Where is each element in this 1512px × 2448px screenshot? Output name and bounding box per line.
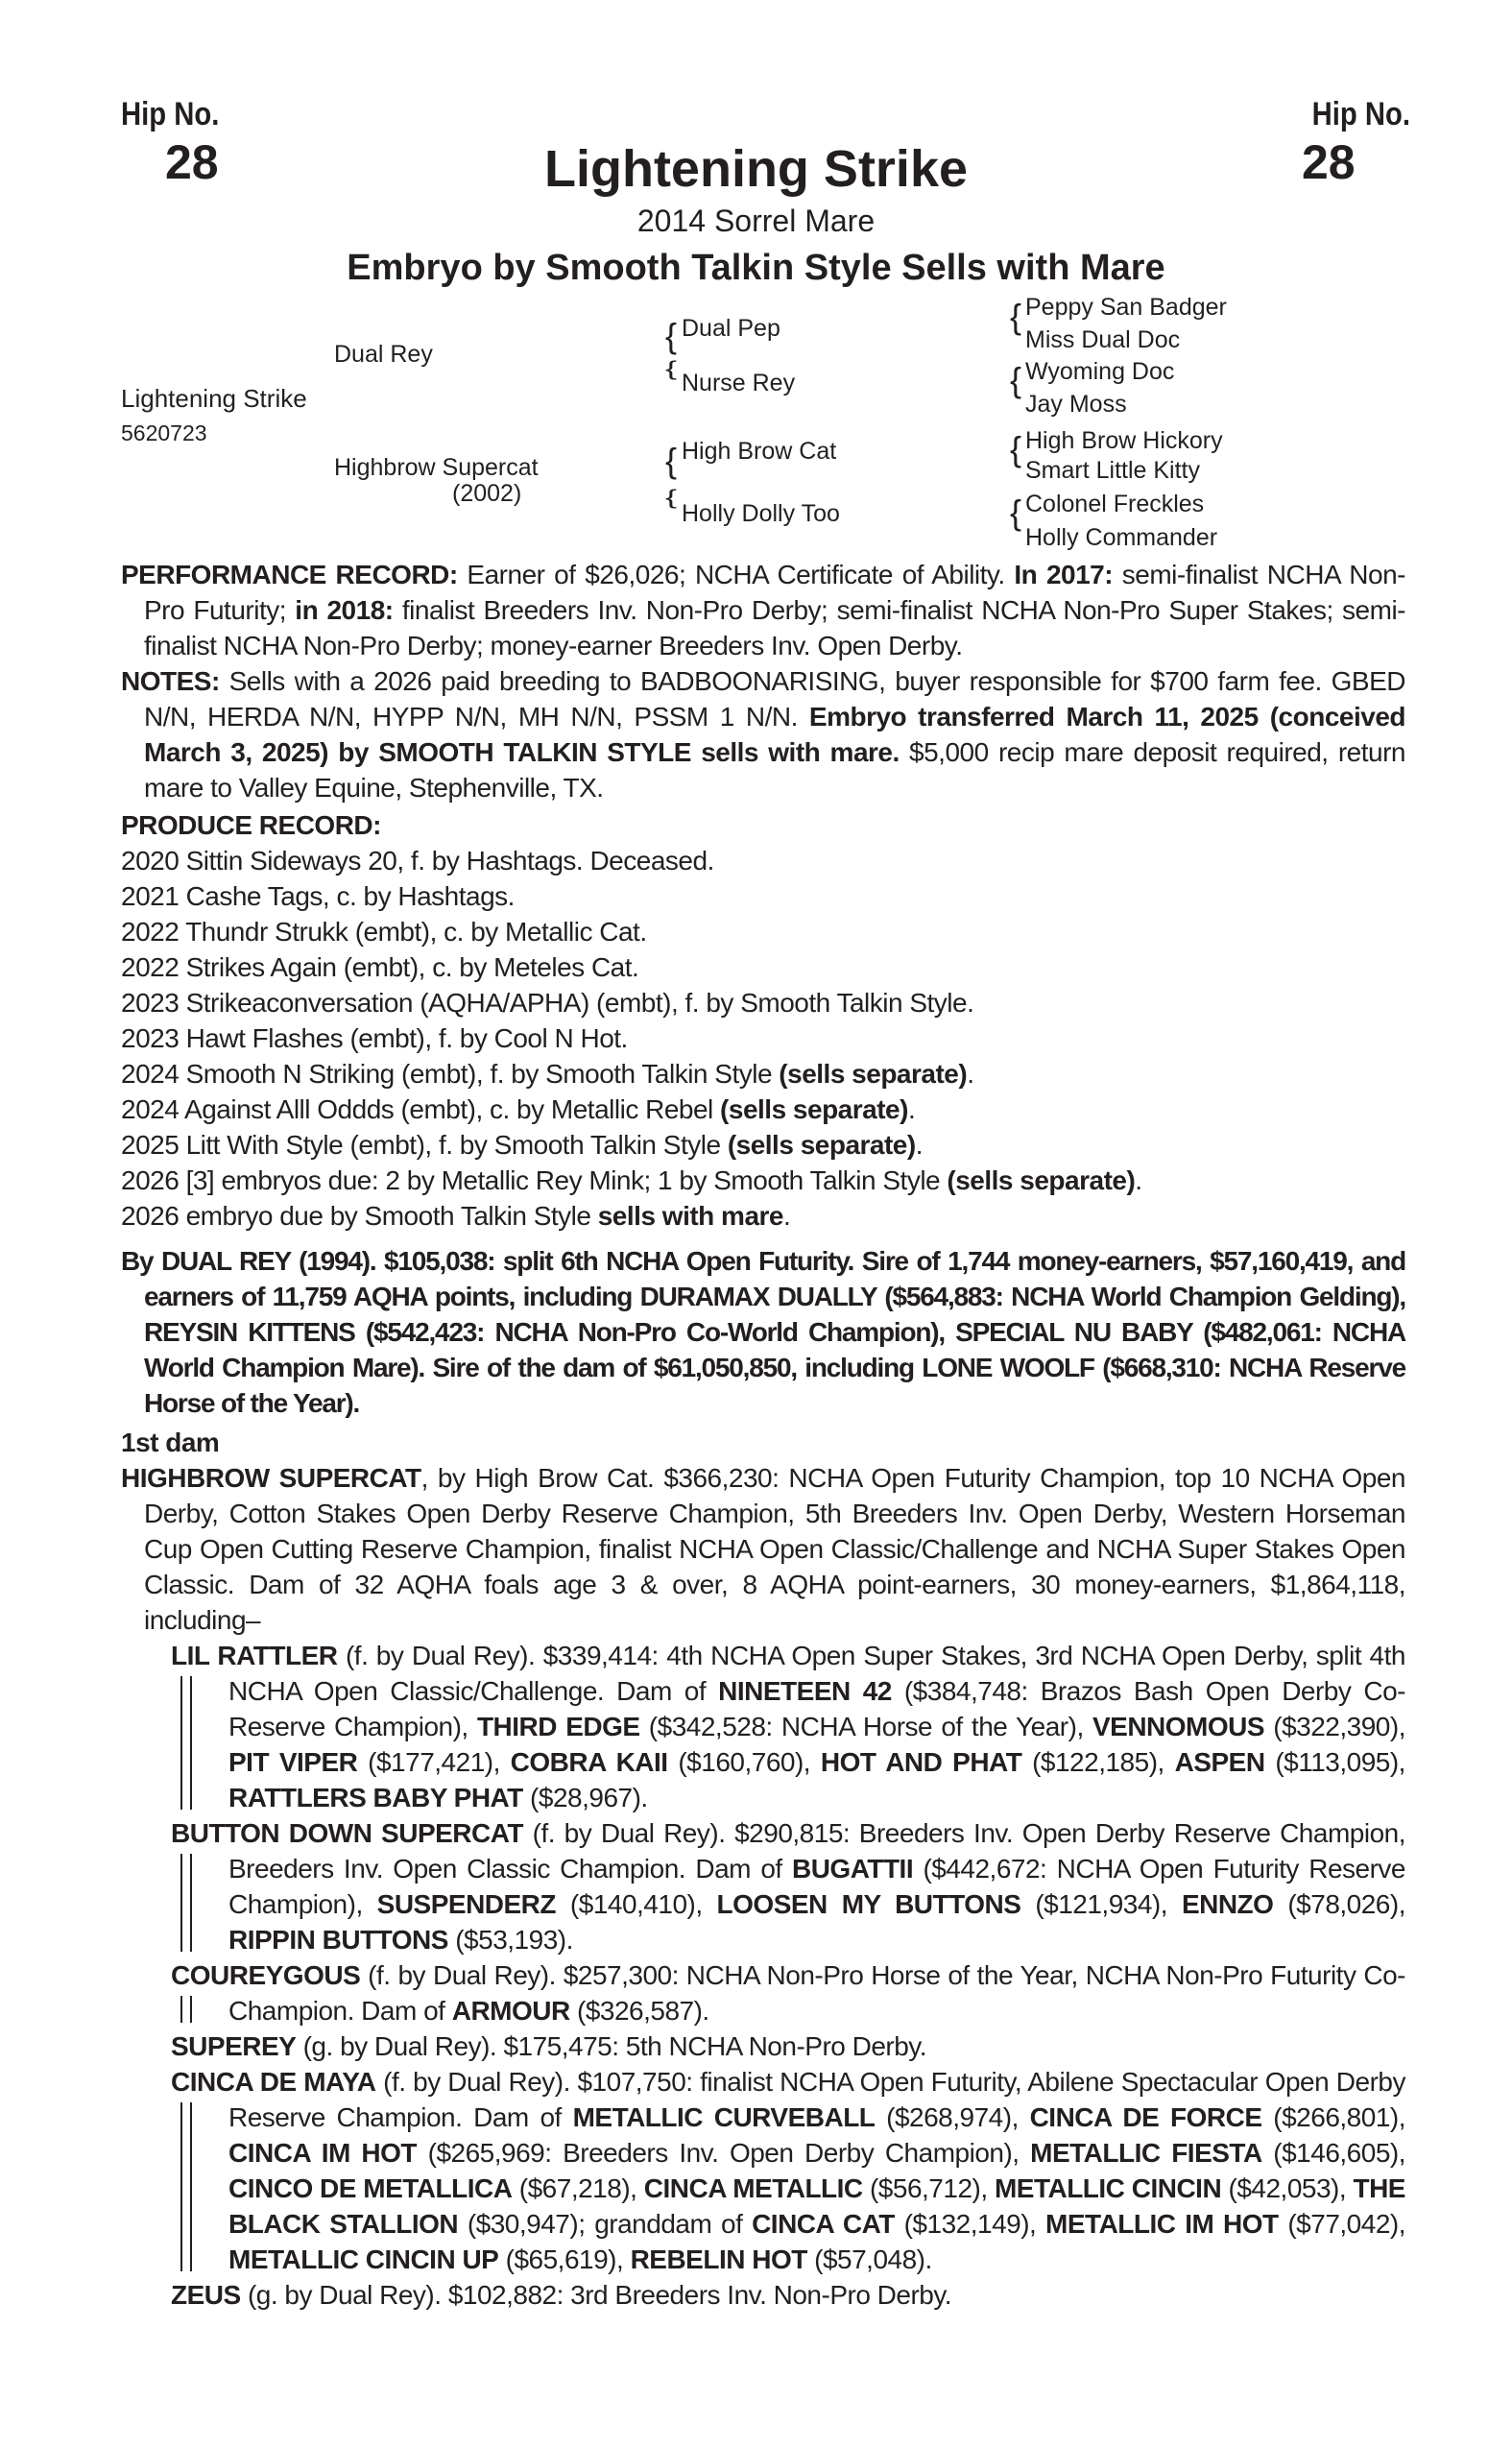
offspring-detail: ($28,967). bbox=[522, 1783, 648, 1812]
produce-name: RIPPIN BUTTONS bbox=[228, 1925, 448, 1955]
hip-number-left: 28 bbox=[165, 135, 219, 189]
offspring-detail: (f. by Dual Rey). $290,815: Breeders Inv. Open Derby Reserve Champion, Breeders Inv. Open Classic Champion. Dam of bbox=[228, 1818, 1405, 1884]
offspring-detail: ($140,410), bbox=[556, 1889, 717, 1919]
produce-name: RATTLERS BABY PHAT bbox=[228, 1783, 523, 1812]
produce-name: CINCA CAT bbox=[752, 2209, 895, 2239]
offspring-detail: ($177,421), bbox=[357, 1747, 511, 1777]
offspring-detail: (g. by Dual Rey). $175,475: 5th NCHA Non-Pro Derby. bbox=[296, 2031, 927, 2061]
produce-name: HOT AND PHAT bbox=[820, 1747, 1022, 1777]
offspring-entry bbox=[171, 1638, 1405, 1815]
offspring-text bbox=[171, 2277, 1405, 2313]
produce-line bbox=[121, 1092, 1405, 1127]
offspring-entry bbox=[171, 1815, 1405, 1957]
produce-line-text: 2026 embryo due by Smooth Talkin Style bbox=[121, 1201, 598, 1231]
produce-bracket-bar bbox=[180, 1676, 192, 1810]
produce-line-end: . bbox=[907, 1094, 916, 1124]
first-dam-record bbox=[121, 1460, 1405, 1638]
notes bbox=[121, 663, 1405, 805]
produce-line bbox=[121, 1163, 1405, 1198]
performance-text: finalist Breeders Inv. Non-Pro Derby; semi-finalist NCHA Non-Pro Super Stakes; semi-finalist NCHA Non-Pro Derby; money-earner Breeders Inv. Open Derby. bbox=[144, 595, 1405, 660]
produce-record-list bbox=[121, 843, 1405, 1234]
horse-name-title: Lightening Strike bbox=[543, 140, 969, 198]
offspring-detail: ($384,748: Brazos Bash Open Derby Co-Reserve Champion), bbox=[228, 1676, 1405, 1741]
produce-name: BUGATTII bbox=[791, 1854, 914, 1884]
produce-name: METALLIC IM HOT bbox=[1045, 2209, 1279, 2239]
offspring-text bbox=[171, 1815, 1405, 1957]
produce-name: SUSPENDERZ bbox=[376, 1889, 557, 1919]
offspring-detail: ($132,149), bbox=[894, 2209, 1046, 2239]
produce-line-note: sells with mare bbox=[597, 1201, 783, 1231]
offspring-detail: ($121,934), bbox=[1020, 1889, 1182, 1919]
offspring-entry bbox=[171, 2028, 1405, 2064]
produce-line-text: 2022 Thundr Strukk (embt), c. by Metallic Cat. bbox=[121, 917, 647, 947]
performance-text: Earner of $26,026; NCHA Certificate of Ability. bbox=[457, 560, 1015, 589]
offspring-detail: ($42,053), bbox=[1221, 2173, 1354, 2203]
produce-name: CINCA METALLIC bbox=[643, 2173, 863, 2203]
produce-line-note: (sells separate) bbox=[727, 1130, 916, 1160]
produce-line bbox=[121, 1127, 1405, 1163]
produce-name: PIT VIPER bbox=[228, 1747, 358, 1777]
offspring-text bbox=[171, 2028, 1405, 2064]
produce-name: ASPEN bbox=[1174, 1747, 1265, 1777]
pedigree-ggp-8: Holly Commander bbox=[1025, 524, 1218, 551]
produce-line bbox=[121, 949, 1405, 985]
horse-description: 2014 Sorrel Mare bbox=[636, 204, 876, 238]
produce-line-text: 2024 Against Alll Oddds (embt), c. by Metallic Rebel bbox=[121, 1094, 721, 1124]
pedigree-brace: { bbox=[1010, 429, 1022, 468]
offspring-detail: ($56,712), bbox=[862, 2173, 995, 2203]
produce-line bbox=[121, 1056, 1405, 1092]
offspring-entry bbox=[171, 1957, 1405, 2028]
produce-name: COBRA KAII bbox=[510, 1747, 668, 1777]
offspring-detail: (f. by Dual Rey). $339,414: 4th NCHA Open Super Stakes, 3rd NCHA Open Derby, split 4th NCHA Open Classic/Challenge. Dam of bbox=[228, 1641, 1405, 1706]
offspring-entry bbox=[171, 2277, 1405, 2313]
performance-label: PERFORMANCE RECORD: bbox=[121, 560, 458, 589]
pedigree-dam: Highbrow Supercat bbox=[334, 454, 539, 481]
offspring-detail: ($326,587). bbox=[569, 1996, 709, 2026]
offspring-entry bbox=[171, 2064, 1405, 2277]
offspring-name: LIL RATTLER bbox=[171, 1641, 338, 1670]
produce-line-note: (sells separate) bbox=[720, 1094, 908, 1124]
produce-name: NINETEEN 42 bbox=[718, 1676, 892, 1706]
produce-line-text: 2022 Strikes Again (embt), c. by Meteles Cat. bbox=[121, 952, 639, 982]
pedigree-brace: { bbox=[665, 316, 678, 355]
produce-bracket-bar bbox=[180, 1854, 192, 1952]
pedigree-brace: { bbox=[1010, 297, 1022, 336]
produce-line-text: 2024 Smooth N Striking (embt), f. by Smooth Talkin Style bbox=[121, 1059, 780, 1089]
offspring-name: ZEUS bbox=[171, 2280, 241, 2310]
produce-bracket-bar bbox=[180, 2102, 192, 2271]
produce-line-end: . bbox=[915, 1130, 923, 1160]
pedigree-sire: Dual Rey bbox=[334, 341, 433, 368]
offspring-detail: ($78,026), bbox=[1273, 1889, 1405, 1919]
produce-line-text: 2021 Cashe Tags, c. by Hashtags. bbox=[121, 881, 515, 911]
offspring-detail: ($442,672: NCHA Open Futurity Reserve Champion), bbox=[228, 1854, 1405, 1919]
pedigree-dam-year: (2002) bbox=[452, 480, 522, 507]
produce-name: LOOSEN MY BUTTONS bbox=[716, 1889, 1021, 1919]
hip-number-right: 28 bbox=[1302, 135, 1356, 189]
pedigree-brace: { bbox=[1010, 360, 1022, 399]
offspring-detail: ($122,185), bbox=[1021, 1747, 1175, 1777]
pedigree-dam-sire: High Brow Cat bbox=[682, 438, 837, 465]
produce-line bbox=[121, 914, 1405, 949]
pedigree-ggp-2: Miss Dual Doc bbox=[1025, 326, 1181, 353]
offspring-detail: ($322,390), bbox=[1264, 1712, 1405, 1741]
offspring-name: SUPEREY bbox=[171, 2031, 297, 2061]
offspring-detail: ($30,947); granddam of bbox=[458, 2209, 753, 2239]
notes-text: $5,000 recip mare deposit required, return mare to Valley Equine, Stephenville, TX. bbox=[144, 737, 1405, 803]
embryo-headline: Embryo by Smooth Talkin Style Sells with Mare bbox=[347, 248, 1165, 288]
offspring-name: CINCA DE MAYA bbox=[171, 2067, 376, 2097]
produce-record-label: PRODUCE RECORD: bbox=[121, 810, 381, 840]
offspring-detail: (f. by Dual Rey). $257,300: NCHA Non-Pro Horse of the Year, NCHA Non-Pro Futurity Co-Champion. Dam of bbox=[228, 1960, 1405, 2026]
produce-line bbox=[121, 1020, 1405, 1056]
produce-line-text: 2025 Litt With Style (embt), f. by Smooth Talkin Style bbox=[121, 1130, 728, 1160]
produce-name: METALLIC CINCIN UP bbox=[228, 2244, 499, 2274]
pedigree-brace: { bbox=[665, 485, 678, 509]
offspring-detail: ($53,193). bbox=[447, 1925, 573, 1955]
offspring-detail: ($67,218), bbox=[512, 2173, 644, 2203]
produce-name: METALLIC FIESTA bbox=[1030, 2138, 1262, 2168]
offspring-detail: ($146,605), bbox=[1261, 2138, 1405, 2168]
produce-name: CINCO DE METALLICA bbox=[228, 2173, 513, 2203]
offspring-detail: ($268,974), bbox=[875, 2102, 1030, 2132]
hip-label-right: Hip No. bbox=[1311, 96, 1410, 132]
performance-year-2018: in 2018: bbox=[295, 595, 394, 625]
produce-line bbox=[121, 843, 1405, 878]
first-dam-label: 1st dam bbox=[121, 1428, 220, 1457]
hip-label-left: Hip No. bbox=[121, 96, 220, 132]
offspring-detail: ($342,528: NCHA Horse of the Year), bbox=[639, 1712, 1092, 1741]
pedigree-brace: { bbox=[665, 356, 678, 380]
offspring-detail: ($265,969: Breeders Inv. Open Derby Champion), bbox=[417, 2138, 1031, 2168]
pedigree-ggp-6: Smart Little Kitty bbox=[1025, 457, 1200, 484]
offspring-detail: (g. by Dual Rey). $102,882: 3rd Breeders Inv. Non-Pro Derby. bbox=[240, 2280, 952, 2310]
pedigree-dam-dam: Holly Dolly Too bbox=[682, 500, 840, 527]
pedigree-ggp-3: Wyoming Doc bbox=[1025, 358, 1175, 385]
produce-line-text: 2023 Strikeaconversation (AQHA/APHA) (embt), f. by Smooth Talkin Style. bbox=[121, 988, 974, 1018]
produce-line-end: . bbox=[967, 1059, 974, 1089]
pedigree-ggp-5: High Brow Hickory bbox=[1025, 427, 1223, 454]
notes-text: Sells with a 2026 paid breeding to BADBOONARISING, buyer responsible for $700 farm fee. GBED N/N, HERDA N/N, HYPP N/N, MH N/N, PSSM 1 N/N. bbox=[144, 666, 1405, 732]
catalog-body bbox=[121, 557, 1405, 2313]
produce-line-text: 2026 [3] embryos due: 2 by Metallic Rey Mink; 1 by Smooth Talkin Style bbox=[121, 1165, 948, 1195]
offspring-text bbox=[171, 1638, 1405, 1815]
first-dam-text: , by High Brow Cat. $366,230: NCHA Open Futurity Champion, top 10 NCHA Open Derby, Cotton Stakes Open Derby Reserve Champion, 5th Breeders Inv. Open Derby, Western Horseman Cup Open Cutting Reserve Champion, finalist NCHA Open Classic/Challenge and NCHA Super Stakes Open Classic. Dam of 32 AQHA foals age 3 & over, 8 AQHA point-earners, 30 money-earners, $1,864,118, including– bbox=[144, 1463, 1405, 1635]
offspring-detail: ($65,619), bbox=[498, 2244, 631, 2274]
offspring-name: BUTTON DOWN SUPERCAT bbox=[171, 1818, 523, 1848]
produce-name: VENNOMOUS bbox=[1092, 1712, 1265, 1741]
offspring-detail: ($57,048). bbox=[806, 2244, 932, 2274]
produce-name: ENNZO bbox=[1181, 1889, 1274, 1919]
produce-name: THIRD EDGE bbox=[476, 1712, 640, 1741]
offspring-detail: ($266,801), bbox=[1261, 2102, 1406, 2132]
produce-line-note: (sells separate) bbox=[779, 1059, 968, 1089]
offspring-detail: ($160,760), bbox=[667, 1747, 821, 1777]
produce-line bbox=[121, 878, 1405, 914]
produce-line-text: 2023 Hawt Flashes (embt), f. by Cool N Hot. bbox=[121, 1023, 628, 1053]
notes-label: NOTES: bbox=[121, 666, 220, 696]
performance-record bbox=[121, 557, 1405, 663]
offspring-text bbox=[171, 1957, 1405, 2028]
offspring-name: COUREYGOUS bbox=[171, 1960, 361, 1990]
produce-name: REBELIN HOT bbox=[630, 2244, 807, 2274]
produce-line bbox=[121, 1198, 1405, 1234]
pedigree-sire-dam: Nurse Rey bbox=[682, 370, 796, 396]
offspring-detail: ($77,042), bbox=[1278, 2209, 1405, 2239]
first-dam-name: HIGHBROW SUPERCAT bbox=[121, 1463, 421, 1493]
sire-summary: By DUAL REY (1994). $105,038: split 6th NCHA Open Futurity. Sire of 1,744 money-earners, $57,160,419, and earners of 11,759 AQHA points, including DURAMAX DUALLY ($564,883: NCHA World Champion Gelding), REYSIN KITTENS ($542,423: NCHA Non-Pro Co-World Champion), SPECIAL NU BABY ($482,061: NCHA World Champion Mare). Sire of the dam of $61,050,850, including LONE WOOLF ($668,310: NCHA Reserve Horse of the Year). bbox=[121, 1246, 1405, 1418]
produce-name: CINCA IM HOT bbox=[228, 2138, 418, 2168]
produce-name: THE BLACK STALLION bbox=[228, 2173, 1405, 2239]
pedigree-brace: { bbox=[1010, 492, 1022, 532]
produce-line bbox=[121, 985, 1405, 1020]
produce-bracket-bar bbox=[180, 1996, 192, 2023]
produce-name: METALLIC CURVEBALL bbox=[572, 2102, 876, 2132]
produce-name: METALLIC CINCIN bbox=[994, 2173, 1222, 2203]
offspring-list bbox=[121, 1638, 1405, 2313]
pedigree-ggp-1: Peppy San Badger bbox=[1025, 294, 1227, 321]
pedigree-subject-reg: 5620723 bbox=[121, 420, 207, 445]
produce-line-end: . bbox=[783, 1201, 791, 1231]
performance-year-2017: In 2017: bbox=[1014, 560, 1114, 589]
offspring-detail: (f. by Dual Rey). $107,750: finalist NCHA Open Futurity, Abilene Spectacular Open Derby Reserve Champion. Dam of bbox=[228, 2067, 1405, 2132]
pedigree-ggp-7: Colonel Freckles bbox=[1025, 491, 1205, 517]
pedigree-subject-name: Lightening Strike bbox=[121, 384, 307, 413]
performance-text: semi-finalist NCHA Non-Pro Futurity; bbox=[144, 560, 1405, 625]
pedigree-brace: { bbox=[665, 441, 678, 480]
produce-name: CINCA DE FORCE bbox=[1029, 2102, 1262, 2132]
pedigree-sire-sire: Dual Pep bbox=[682, 315, 780, 342]
offspring-text bbox=[171, 2064, 1405, 2277]
produce-name: ARMOUR bbox=[451, 1996, 570, 2026]
offspring-detail: ($113,095), bbox=[1264, 1747, 1405, 1777]
produce-line-end: . bbox=[1135, 1165, 1142, 1195]
notes-embryo-statement: Embryo transferred March 11, 2025 (conceived March 3, 2025) by SMOOTH TALKIN STYLE sells with mare. bbox=[144, 702, 1405, 767]
produce-line-text: 2020 Sittin Sideways 20, f. by Hashtags. Deceased. bbox=[121, 846, 714, 876]
pedigree-ggp-4: Jay Moss bbox=[1025, 391, 1127, 418]
produce-line-note: (sells separate) bbox=[947, 1165, 1136, 1195]
